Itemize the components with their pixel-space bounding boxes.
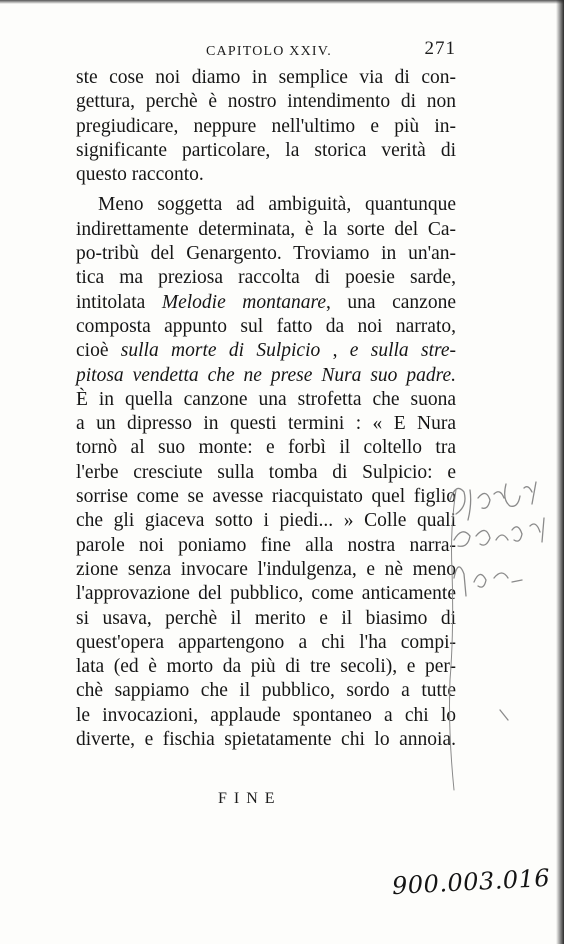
text-line: quest'opera appartengono a chi l'ha compi- [76,631,456,653]
text-line: pregiudicare, neppure nell'ultimo e più in- [76,115,456,137]
italic-text: e sulla stre- [349,340,456,362]
text-line: che gli giaceva sotto i piedi... » Colle quali [76,510,456,532]
text-line [76,339,456,363]
text-line [76,291,456,315]
text-line: chè sappiamo che il pubblico, sordo a tutte [76,680,456,702]
text-line: diverte, e fischia spietatamente chi lo annoia. [76,729,456,751]
text-line: parole noi poniamo fine alla nostra narra- [76,534,456,556]
text-line: gettura, perchè è nostro intendimento di non [76,91,456,113]
text-line: indirettamente determinata, è la sorte del Ca- [76,218,456,240]
text-line: l'erbe cresciute sulla tomba di Sulpicio: e [76,461,456,483]
page-edge-top-shadow [0,0,564,4]
text-line: significante particolare, la storica verità di [76,139,456,161]
text-line: composta appunto sul fatto da noi narrato, [76,315,456,337]
text-line: lata (ed è morto da più di tre secoli), e per- [76,656,456,678]
pencil-marginalia [440,470,564,800]
page-number: 271 [424,38,456,59]
text-line: questo racconto. [76,164,204,186]
text-line: sorrise come se avesse riacquistato quel figlio [76,486,456,508]
text-line: a un dipresso in questi termini : « E Nura [76,413,456,435]
body-text [76,66,456,752]
running-head [76,40,456,64]
text-line: È in quella canzone una strofetta che suona [76,388,456,410]
chapter-title: CAPITOLO XXIV. [206,44,332,59]
shelfmark-handwritten: 900.003.016 [391,863,551,901]
italic-text: sulla morte di Sulpicio [120,340,321,362]
text-line: tica ma preziosa raccolta di poesie sarde, [76,267,456,289]
text-line: le invocazioni, applaude spontaneo a chi lo [76,704,456,726]
text-run: , [320,340,350,362]
text-line: zione senza invocare l'indulgenza, e nè meno [76,558,456,580]
text-run: intitolata [76,291,162,313]
text-run: cioè [76,340,121,362]
text-run: , una canzone [326,291,456,313]
text-line: pitosa vendetta che ne prese Nura suo padre. [76,364,456,386]
text-line: si usava, perchè il merito e il biasimo di [76,607,456,629]
italic-title: Melodie montanare [161,291,327,313]
text-line: tornò al suo monte: e forbì il coltello tra [76,437,456,459]
text-line: ste cose noi diamo in semplice via di con- [76,67,456,88]
end-mark: FINE [218,790,282,807]
text-line: Meno soggetta ad ambiguità, quantunque [98,194,456,216]
text-line: l'approvazione del pubblico, come anticamente [76,583,456,605]
text-line: po-tribù del Genargento. Troviamo in un'an- [76,243,456,265]
